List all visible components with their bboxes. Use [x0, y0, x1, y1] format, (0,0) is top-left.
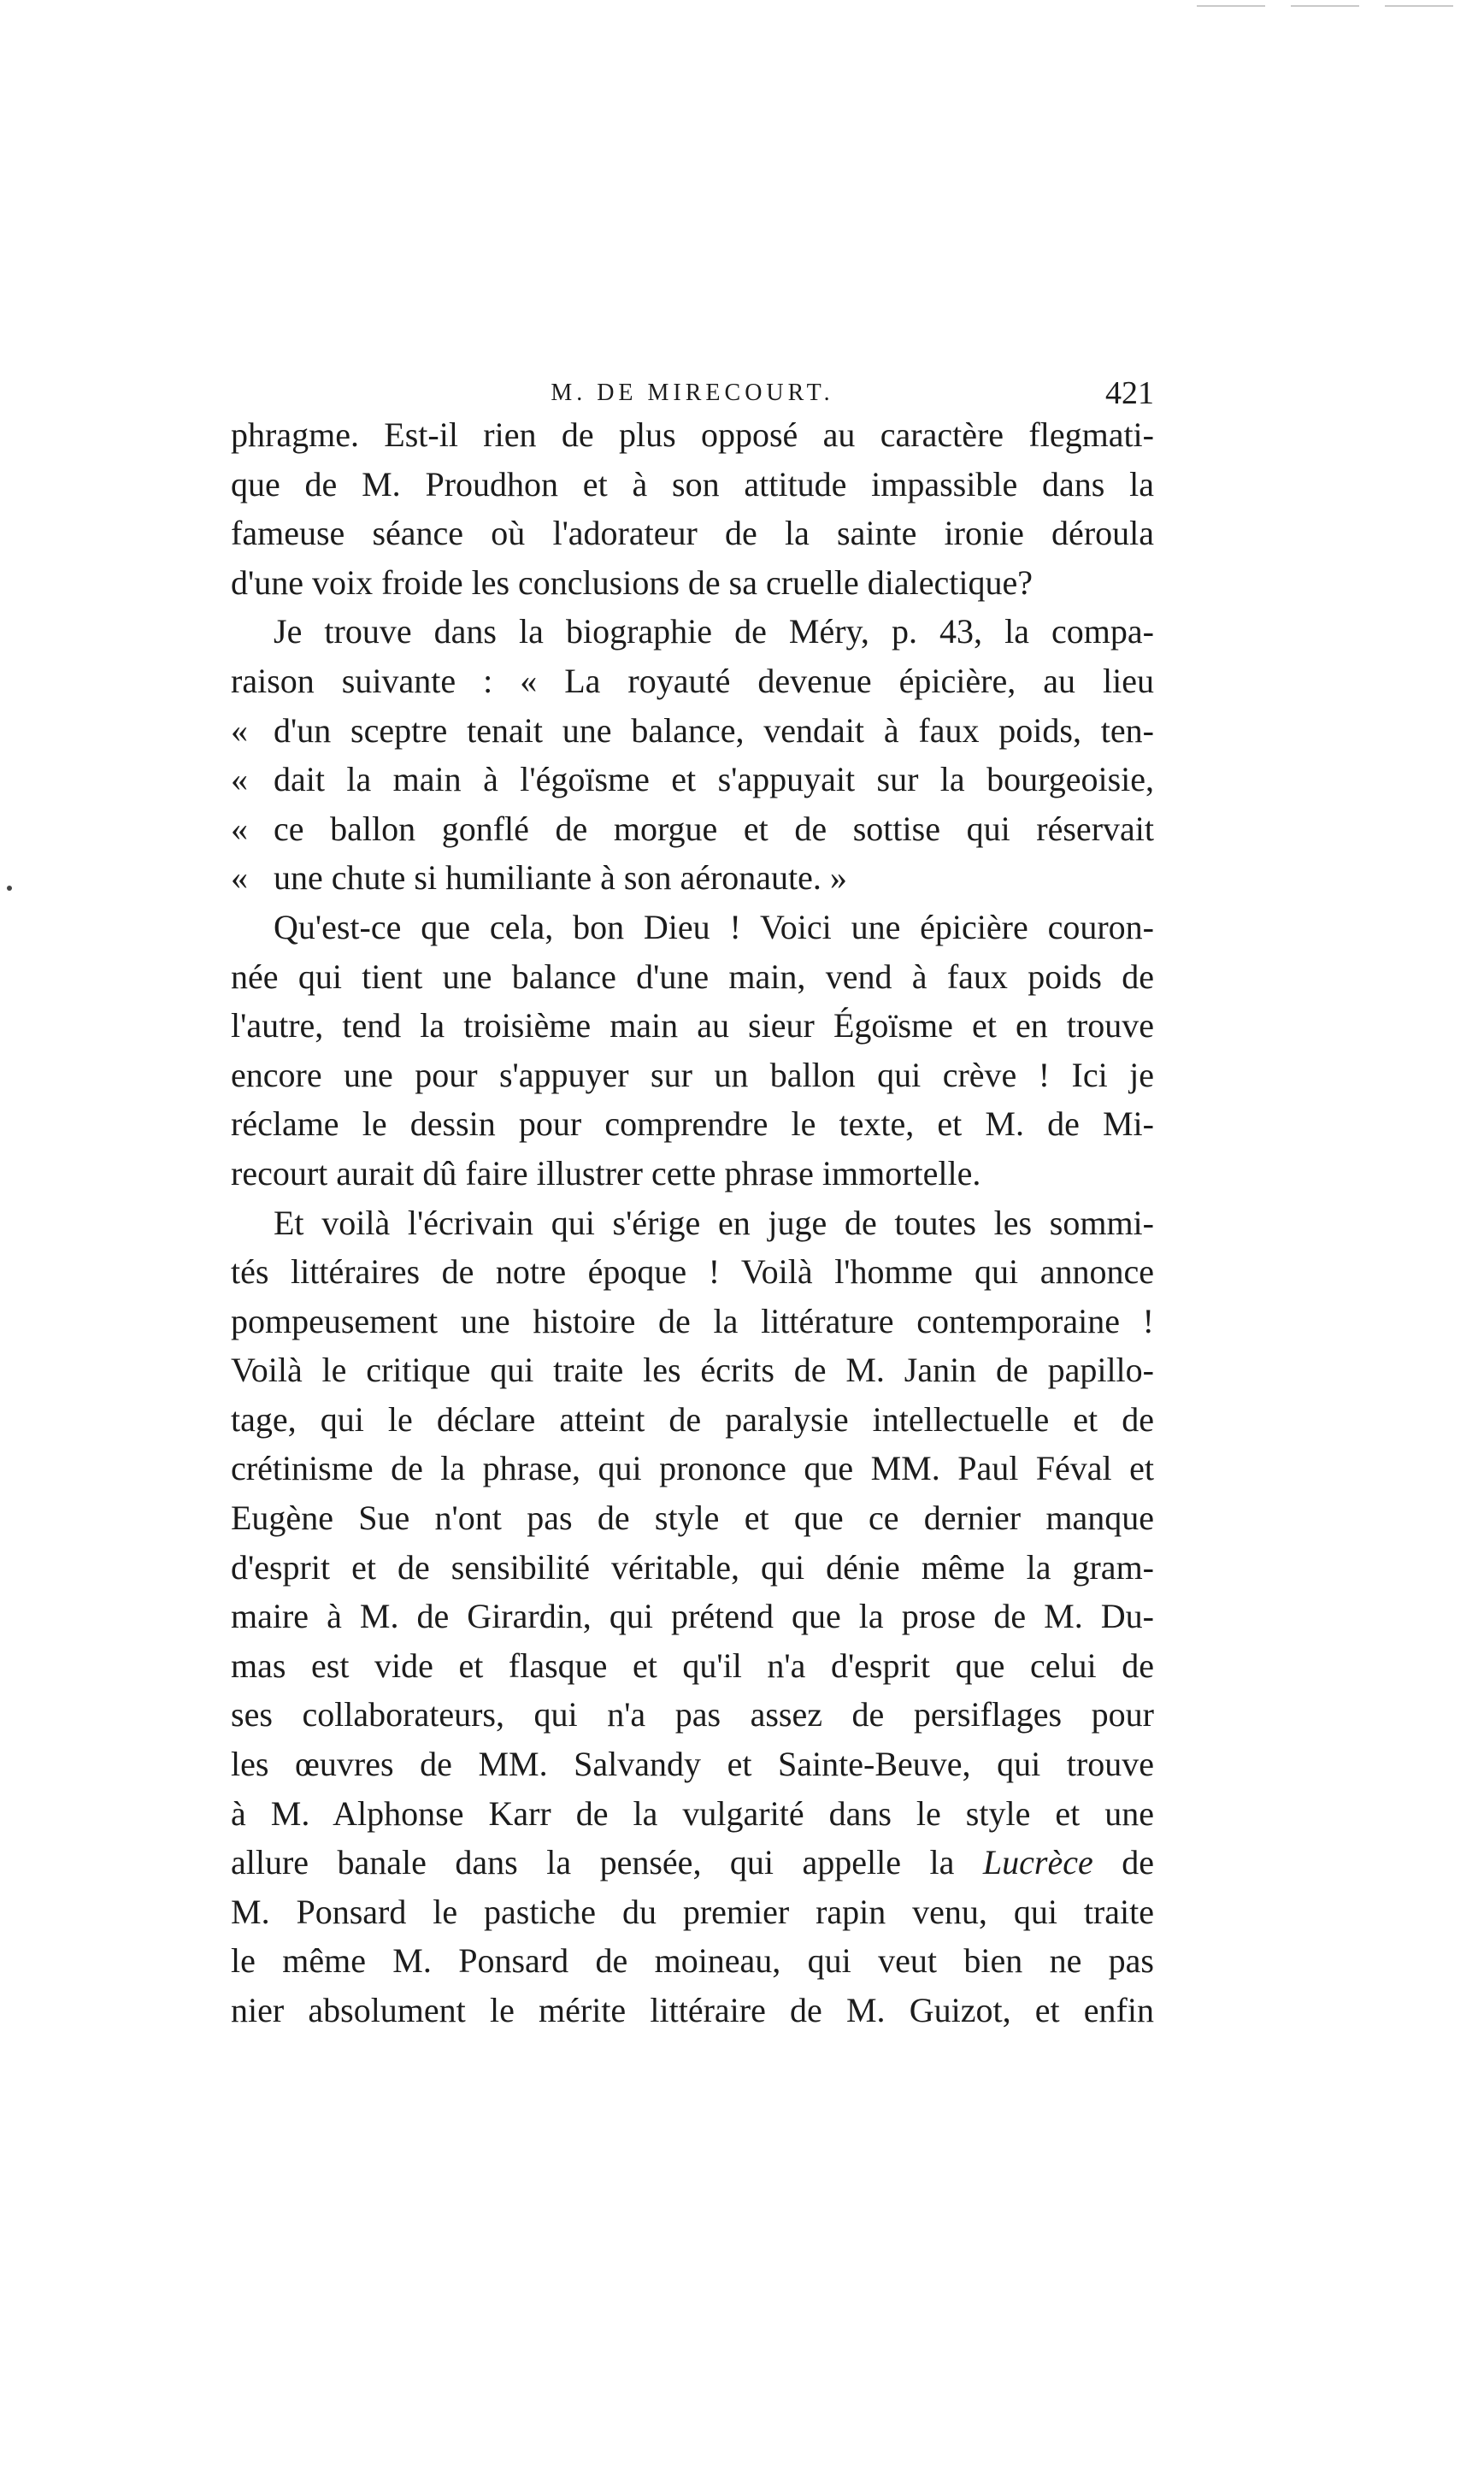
quoted-line-text: une chute si humiliante à son aéronaute. »	[274, 858, 847, 898]
guillemet-mark: «	[231, 858, 248, 898]
text-line: nier absolument le mérite littéraire de M. Guizot, et enfin	[231, 1991, 1154, 2029]
text-line: que de M. Proudhon et à son attitude impassible dans la	[231, 464, 1154, 503]
page-number: 421	[1105, 375, 1154, 411]
text-line: mas est vide et flasque et qu'il n'a d'esprit que celui de	[231, 1646, 1154, 1685]
text-line-end: de	[1122, 1843, 1154, 1882]
scan-edge-rule-2	[1291, 5, 1359, 7]
text-line: tés littéraires de notre époque ! Voilà l'homme qui annonce	[231, 1252, 1154, 1292]
text-line: Eugène Sue n'ont pas de style et que ce dernier manque	[231, 1499, 1154, 1538]
text-line: recourt aurait dû faire illustrer cette phrase immortelle.	[231, 1153, 981, 1192]
text-line: fameuse séance où l'adorateur de la sainte ironie déroula	[231, 514, 1154, 553]
running-title: M. DE MIRECOURT.	[551, 380, 834, 406]
scan-speck	[7, 886, 12, 891]
text-line: Je trouve dans la biographie de Méry, p. 43, la compa-	[274, 612, 1154, 651]
text-line: raison suivante : « La royauté devenue épicière, au lieu	[231, 661, 1154, 700]
scan-edge-rule-1	[1197, 5, 1265, 7]
guillemet-mark: «	[231, 809, 248, 848]
text-line: réclame le dessin pour comprendre le texte, et M. de Mi-	[231, 1104, 1154, 1144]
quoted-line-text: d'un sceptre tenait une balance, vendait à faux poids, ten-	[274, 710, 1154, 750]
text-line: née qui tient une balance d'une main, vend à faux poids de	[231, 957, 1154, 996]
quoted-line	[231, 706, 1154, 756]
quoted-line	[231, 755, 1154, 804]
text-line-start: allure banale dans la pensée, qui appelle la	[231, 1843, 955, 1882]
quoted-line-text: dait la main à l'égoïsme et s'appuyait sur la bourgeoisie,	[274, 760, 1154, 799]
quoted-line-text: ce ballon gonflé de morgue et de sottise qui réservait	[274, 809, 1154, 848]
text-line: l'autre, tend la troisième main au sieur Égoïsme et en trouve	[231, 1006, 1154, 1045]
text-line-with-italic	[231, 1838, 1154, 1887]
scan-edge-rule-3	[1385, 5, 1453, 7]
text-line: encore une pour s'appuyer sur un ballon qui crève ! Ici je	[231, 1055, 1154, 1094]
text-line: d'esprit et de sensibilité véritable, qui dénie même la gram-	[231, 1547, 1154, 1587]
quoted-line	[231, 804, 1154, 854]
guillemet-mark: «	[231, 710, 248, 750]
italic-title: Lucrèce	[982, 1843, 1093, 1882]
text-line: à M. Alphonse Karr de la vulgarité dans le style et une	[231, 1793, 1154, 1833]
text-line: Qu'est-ce que cela, bon Dieu ! Voici une épicière couron-	[274, 907, 1154, 946]
text-line: phragme. Est-il rien de plus opposé au caractère flegmati-	[231, 415, 1154, 454]
page-body-text	[231, 410, 1154, 2035]
text-line: Et voilà l'écrivain qui s'érige en juge de toutes les sommi-	[274, 1203, 1154, 1242]
text-line: tage, qui le déclare atteint de paralysie intellectuelle et de	[231, 1399, 1154, 1439]
text-line: pompeusement une histoire de la littérature contemporaine !	[231, 1301, 1154, 1340]
text-line: le même M. Ponsard de moineau, qui veut bien ne pas	[231, 1941, 1154, 1981]
text-line: M. Ponsard le pastiche du premier rapin venu, qui traite	[231, 1892, 1154, 1931]
text-line: ses collaborateurs, qui n'a pas assez de persiflages pour	[231, 1695, 1154, 1734]
text-line: maire à M. de Girardin, qui prétend que la prose de M. Du-	[231, 1597, 1154, 1636]
text-line: les œuvres de MM. Salvandy et Sainte-Beuve, qui trouve	[231, 1745, 1154, 1784]
text-line: crétinisme de la phrase, qui prononce que MM. Paul Féval et	[231, 1449, 1154, 1488]
text-line: Voilà le critique qui traite les écrits de M. Janin de papillo-	[231, 1351, 1154, 1390]
guillemet-mark: «	[231, 760, 248, 799]
text-line: d'une voix froide les conclusions de sa cruelle dialectique?	[231, 562, 1033, 602]
quoted-line	[231, 853, 1154, 903]
